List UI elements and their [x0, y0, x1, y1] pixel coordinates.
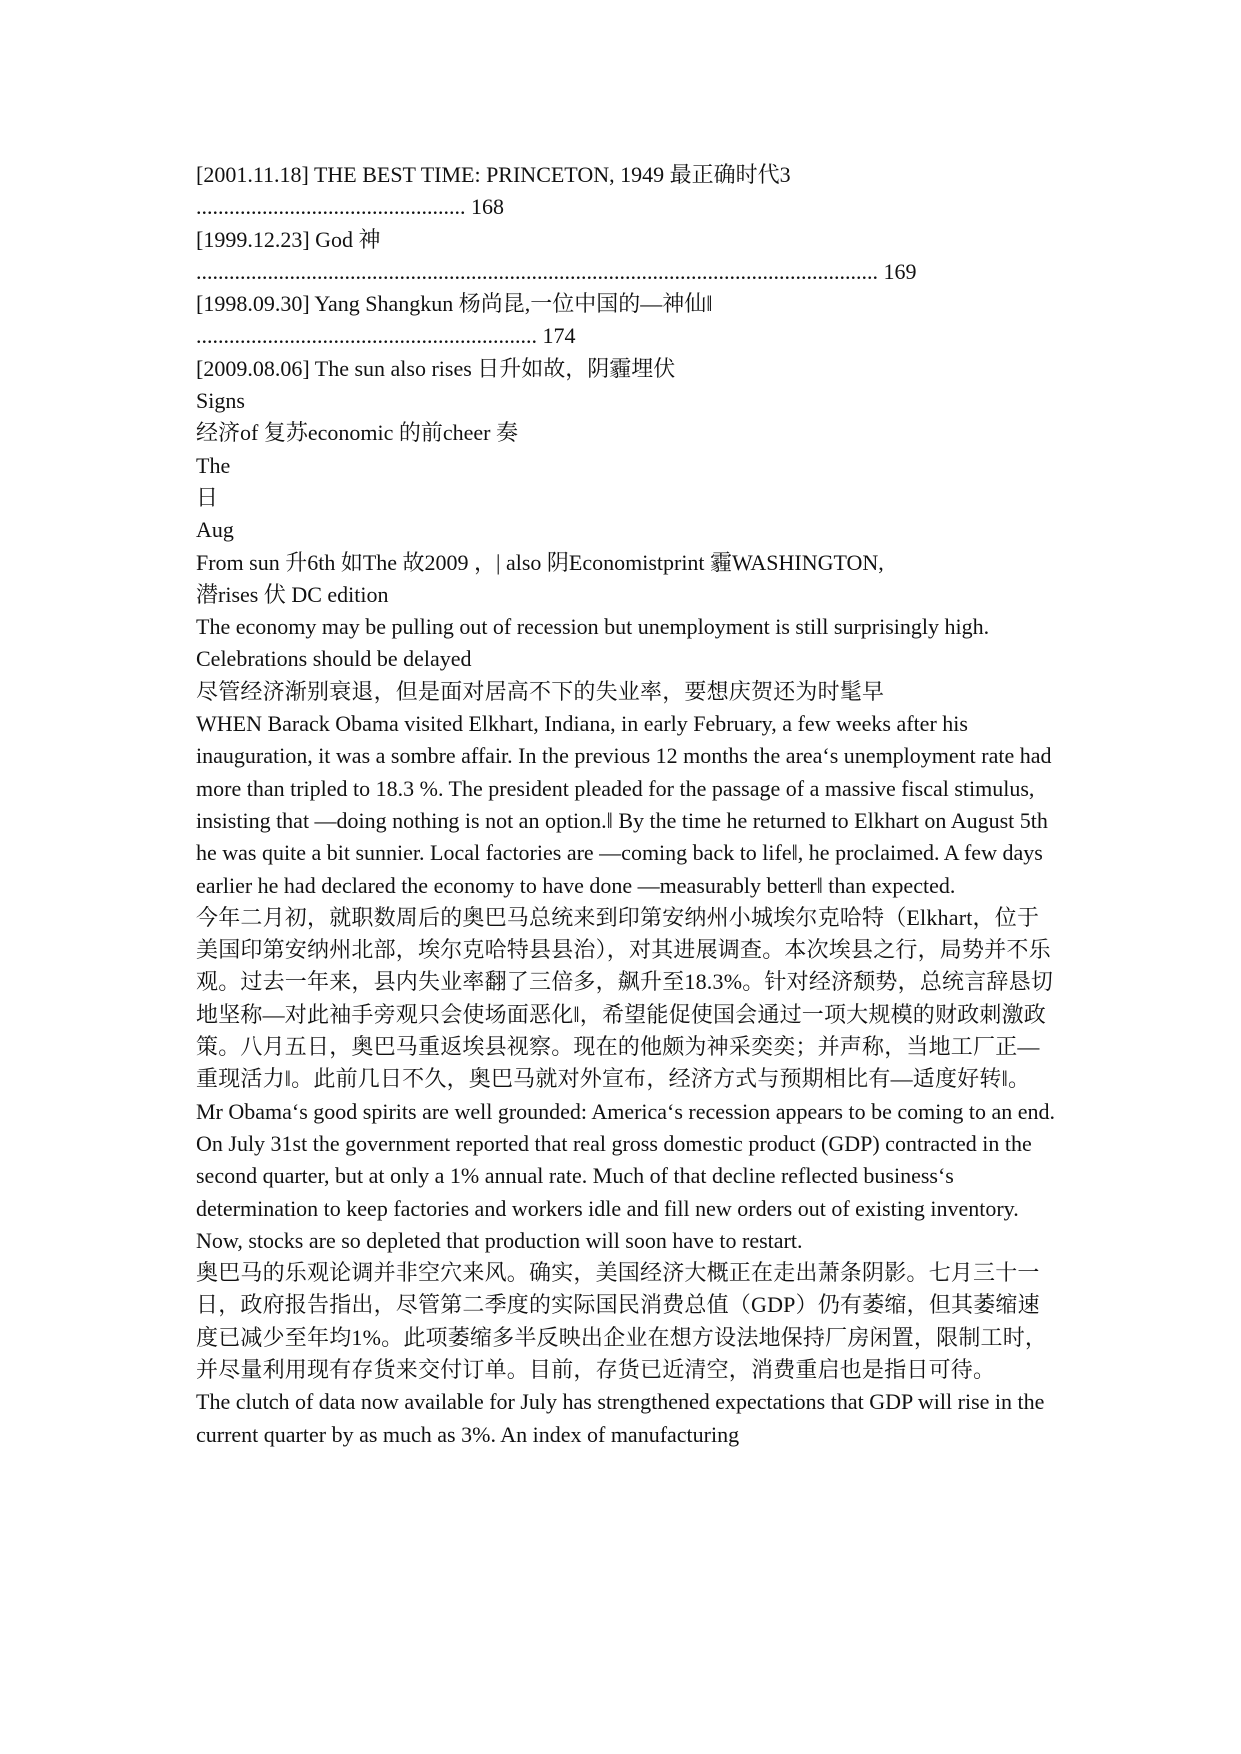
text-fragment: 潜rises 伏 DC edition: [196, 581, 389, 607]
paragraph-english: Mr Obama‘s good spirits are well grounded: America‘s recession appears to be coming to an end. On July 31st the government reported that real gross domestic product (GDP) contracted in the second quarter, but at only a 1% annual rate. Much of that decline reflected business‘s determination to keep factories and workers idle and fill new orders out of existing inventory. Now, stocks are so depleted that production will soon have to restart.: [196, 1098, 1055, 1253]
page-content: [196, 159, 1056, 1451]
text-fragment: 日: [196, 484, 219, 510]
subtitle-chinese: 尽管经济渐别衰退，但是面对居高不下的失业率，要想庆贺还为时髦早: [196, 678, 885, 704]
text-fragment: Aug: [196, 517, 234, 543]
toc-entry-title: [1999.12.23] God 神: [196, 226, 381, 252]
subtitle-english: The economy may be pulling out of recession but unemployment is still surprisingly high. Celebrations should be delayed: [196, 614, 990, 672]
toc-entry-title: [1998.09.30] Yang Shangkun 杨尚昆,一位中国的—神仙‖: [196, 291, 713, 317]
toc-entry-leader: ............................................................................................................................ 169: [196, 258, 917, 284]
paragraph-english: The clutch of data now available for July has strengthened expectations that GDP will rise in the current quarter by as much as 3%. An index of manufacturing: [196, 1389, 1045, 1447]
article-heading: [2009.08.06] The sun also rises 日升如故，阴霾埋伏: [196, 355, 676, 381]
toc-entry-title: [2001.11.18] THE BEST TIME: PRINCETON, 1949 最正确时代3: [196, 162, 791, 187]
text-fragment: The: [196, 452, 231, 478]
text-fragment: 经济of 复苏economic 的前cheer 奏: [196, 420, 518, 446]
paragraph-chinese: 奥巴马的乐观论调并非空穴来风。确实，美国经济大概正在走出萧条阴影。七月三十一日，政府报告指出，尽管第二季度的实际国民消费总值（GDP）仍有萎缩，但其萎缩速度已减少至年均1%。此项萎缩多半反映出企业在想方设法地保持厂房闲置，限制工时，并尽量利用现有存货来交付订单。目前，存货已近清空，消费重启也是指日可待。: [196, 1260, 1048, 1382]
toc-entry-leader: ................................................. 168: [196, 194, 504, 220]
paragraph-english: WHEN Barack Obama visited Elkhart, Indiana, in early February, a few weeks after his inauguration, it was a sombre affair. In the previous 12 months the area‘s unemployment rate had more than tripled to 18.3 %. The president pleaded for the passage of a massive fiscal stimulus, insisting that —doing nothing is not an option.‖ By the time he returned to Elkhart on August 5th he was quite a bit sunnier. Local factories are —coming back to life‖, he proclaimed. A few days earlier he had declared the economy to have done —measurably better‖ than expected.: [196, 711, 1052, 898]
text-fragment: From sun 升6th 如The 故2009 ，| also 阴Economistprint 霾WASHINGTON,: [196, 549, 884, 575]
toc-entry-leader: .............................................................. 174: [196, 323, 576, 349]
toc-entry[interactable]: [196, 159, 1056, 224]
toc-entry[interactable]: [196, 224, 1056, 289]
paragraph-chinese: 今年二月初，就职数周后的奥巴马总统来到印第安纳州小城埃尔克哈特（Elkhart，位于美国印第安纳州北部，埃尔克哈特县县治），对其进展调查。本次埃县之行，局势并不乐观。过去一年来，县内失业率翻了三倍多，飙升至18.3%。针对经济颓势，总统言辞恳切地坚称—对此袖手旁观只会使场面恶化‖，希望能促使国会通过一项大规模的财政刺激政策。八月五日，奥巴马重返埃县视察。现在的他颇为神采奕奕；并声称，当地工厂正—重现活力‖。此前几日不久，奥巴马就对外宣布，经济方式与预期相比有—适度好转‖。: [196, 904, 1054, 1092]
text-fragment: Signs: [196, 388, 245, 414]
toc-entry[interactable]: [196, 288, 1056, 353]
